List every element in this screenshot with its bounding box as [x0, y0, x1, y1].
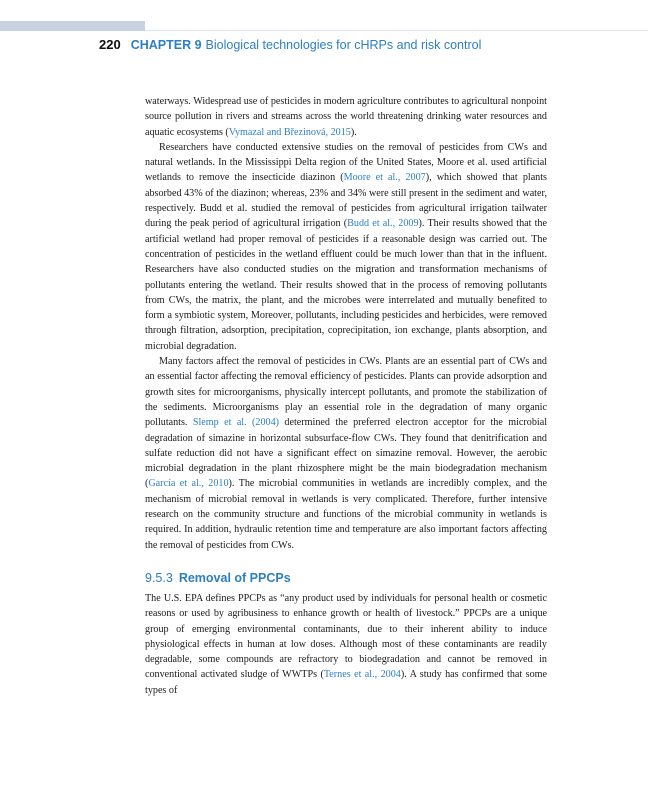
header-accent-bar	[0, 21, 145, 31]
chapter-label: CHAPTER 9	[130, 38, 202, 52]
chapter-title: Biological technologies for cHRPs and risk control	[205, 38, 482, 52]
citation-link[interactable]: Ternes et al., 2004	[323, 669, 401, 681]
section-heading	[145, 570, 547, 586]
paragraph-text: The U.S. EPA defines PPCPs as “any product used by individuals for personal health or cosmetic reasons or used by agribusiness to enhance growth or health of livestock.” PPCPs are a unique group of emerging environmental contaminants, due to their inherent ability to induce physiological effects in human at low doses. Although most of these contaminants are readily degradable, some compounds are refractory to biodegradation and cannot be removed in conventional activated sludge of WWTPs (	[145, 592, 547, 681]
citation-link[interactable]: García et al., 2010	[148, 478, 229, 490]
paragraph-text: Researchers have conducted extensive studies on the removal of pesticides from CWs and natural wetlands. In the Mississippi Delta region of the United States, Moore et al. used artificial wetlands to remove the insecticide diazinon (	[145, 141, 547, 184]
paragraph-text: Many factors affect the removal of pesticides in CWs. Plants are an essential part of CWs and an essential factor affecting the removal efficiency of pesticides. Plants can provide adsorption and growth sites for microorganisms, physically intercept pollutants, and promote the stabilization of the sediments. Microorganisms play an essential role in the degradation of many organic pollutants.	[145, 356, 547, 429]
page-body	[145, 94, 547, 698]
paragraph-text: determined the preferred electron acceptor for the microbial degradation of simazine in horizontal subsurface-flow CWs. They found that denitrification and sulfate reduction did not have a significant effect on simazine removal. However, the aerobic microbial degradation in the plant rhizosphere might be the main biodegradation mechanism (	[145, 417, 548, 490]
section-title: Removal of PPCPs	[178, 570, 291, 585]
citation-link[interactable]: Slemp et al. (2004)	[192, 417, 280, 429]
paragraph	[145, 140, 547, 354]
paragraph	[145, 354, 547, 553]
header-rule	[145, 30, 648, 31]
paragraph-text: waterways. Widespread use of pesticides in modern agriculture contributes to agricultural nonpoint source pollution in rivers and streams across the world threatening drinking water resources and aquatic ecosystems (	[145, 96, 547, 138]
paragraph	[145, 591, 547, 698]
citation-link[interactable]: Vymazal and Březinová, 2015	[228, 126, 351, 138]
citation-link[interactable]: Moore et al., 2007	[343, 172, 426, 184]
paragraph-text: ).	[350, 126, 357, 138]
paragraph-text: ), which showed that plants absorbed 43% of the diazinon; whereas, 23% and 34% were still present in the sediment and water, respectively. Budd et al. studied the removal of pesticides from agricultural irrigation tailwater during the peak period of agricultural irrigation (	[145, 172, 548, 230]
paragraph-text: ). Their results showed that the artificial wetland had proper removal of pesticides if a reasonable design was carried out. The concentration of pesticides in the wetland effluent could be much lower than that in the influent. Researchers have also conducted studies on the migration and transformation mechanisms of pollutants entering the wetland. Their results showed that in the process of removing pollutants from CWs, the matrix, the plant, and the microbes were interrelated and mutually benefited to form a symbiotic system, Moreover, pollutants, including pesticides and herbicides, were removed through filtration, adsorption, precipitation, coprecipitation, ion exchange, plants absorption, and microbial degradation.	[145, 218, 547, 352]
page-number: 220	[99, 37, 121, 52]
citation-link[interactable]: Budd et al., 2009	[347, 218, 419, 230]
section-number: 9.5.3	[145, 570, 173, 585]
paragraph-text: ). A study has confirmed that some types of	[145, 669, 548, 696]
paragraph-text: ). The microbial communities in wetlands are incredibly complex, and the mechanism of microbial removal in wetlands is very complicated. Therefore, further intensive research on the community structure and functions of the microbial community in wetlands is required. In addition, hydraulic retention time and temperature are also important factors affecting the removal of pesticides from CWs.	[145, 478, 547, 551]
paragraph	[145, 94, 547, 140]
running-header	[99, 36, 639, 56]
